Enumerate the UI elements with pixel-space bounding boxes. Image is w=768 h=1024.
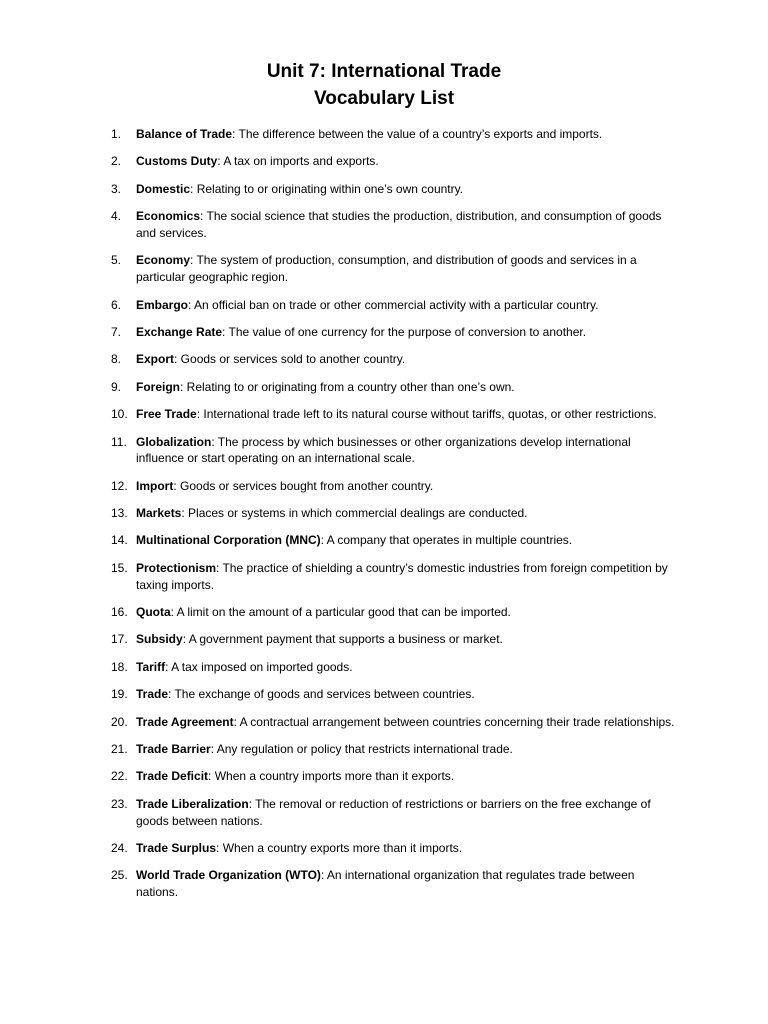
vocab-definition: : A company that operates in multiple countries.: [320, 533, 573, 548]
vocab-item-number: 25.: [111, 868, 128, 883]
vocab-definition: : Relating to or originating from a country other than one’s own.: [180, 379, 515, 394]
vocab-term: Subsidy: [136, 632, 183, 647]
vocab-item: [112, 406, 678, 423]
vocab-item: [112, 714, 678, 731]
vocab-definition: : The removal or reduction of restrictions or barriers on the free exchange of goods between nations.: [136, 796, 651, 828]
vocabulary-list: [112, 126, 678, 901]
vocab-term: Customs Duty: [136, 154, 218, 169]
vocab-item: [112, 351, 678, 368]
vocab-definition: : Relating to or originating within one’s own country.: [190, 181, 464, 196]
vocab-item-number: 19.: [111, 687, 128, 702]
title-line-2: Vocabulary List: [313, 88, 455, 109]
vocab-item-number: 23.: [111, 796, 128, 811]
vocab-item: [112, 478, 678, 495]
vocab-term: Protectionism: [136, 560, 217, 575]
vocab-item: [112, 252, 678, 286]
vocab-definition: : A government payment that supports a business or market.: [182, 632, 503, 647]
vocab-term: Balance of Trade: [136, 127, 233, 141]
vocab-definition: : When a country exports more than it imports.: [216, 840, 463, 855]
vocab-item: [112, 208, 678, 242]
vocab-definition: : The process by which businesses or other organizations develop international influence or start operating on an international scale.: [136, 434, 631, 466]
vocab-item: [112, 532, 678, 549]
vocab-definition: : Places or systems in which commercial dealings are conducted.: [181, 506, 528, 521]
vocab-item-number: 12.: [111, 478, 128, 493]
vocab-definition: : A tax imposed on imported goods.: [165, 659, 353, 674]
vocab-item-number: 17.: [111, 632, 128, 647]
vocab-item-number: 6.: [111, 297, 122, 312]
title-line-1: Unit 7: International Trade: [266, 61, 502, 82]
vocab-item: [112, 686, 678, 703]
vocab-term: Tariff: [136, 659, 166, 674]
vocab-term: Multinational Corporation (MNC): [136, 533, 321, 548]
vocab-definition: : A tax on imports and exports.: [217, 154, 379, 169]
vocab-item: [112, 840, 678, 857]
vocab-item: [112, 379, 678, 396]
vocab-term: Domestic: [136, 181, 191, 196]
vocab-item-number: 3.: [111, 181, 122, 196]
vocab-term: Foreign: [136, 379, 180, 394]
vocab-term: Exchange Rate: [136, 324, 223, 339]
vocab-item-number: 24.: [111, 840, 128, 855]
vocab-definition: : When a country imports more than it exports.: [208, 769, 455, 784]
vocab-definition: : Any regulation or policy that restricts international trade.: [210, 742, 513, 756]
vocab-term: Economics: [136, 209, 201, 224]
vocab-item: [112, 659, 678, 676]
document-title: [90, 58, 678, 112]
vocab-definition: : Goods or services bought from another country.: [173, 478, 434, 493]
vocab-term: Export: [136, 352, 175, 367]
vocab-definition: : A contractual arrangement between countries concerning their trade relationships.: [233, 714, 675, 729]
vocab-item: [112, 604, 678, 621]
vocab-term: Trade Deficit: [136, 769, 209, 784]
vocab-item: [112, 796, 678, 830]
vocab-item-number: 2.: [111, 154, 122, 169]
vocab-item: [112, 505, 678, 522]
vocab-term: Economy: [136, 253, 191, 268]
vocab-item-number: 16.: [111, 605, 128, 620]
vocab-item: [112, 560, 678, 594]
vocab-item-number: 14.: [111, 533, 128, 548]
vocab-definition: : The practice of shielding a country’s domestic industries from foreign competition by taxing imports.: [136, 560, 668, 592]
vocab-item: [112, 867, 678, 901]
vocab-term: Embargo: [136, 297, 189, 312]
vocab-item-number: 4.: [111, 209, 122, 224]
vocab-item-number: 10.: [111, 407, 128, 422]
vocab-term: Free Trade: [136, 407, 197, 422]
vocab-item-number: 13.: [111, 506, 128, 521]
vocab-term: World Trade Organization (WTO): [136, 868, 321, 883]
vocab-definition: : An international organization that regulates trade between nations.: [136, 868, 635, 900]
vocab-item-number: 20.: [111, 714, 128, 729]
vocab-definition: : The difference between the value of a country’s exports and imports.: [232, 127, 603, 141]
vocab-term: Trade Surplus: [136, 840, 217, 855]
vocab-term: Quota: [136, 605, 171, 620]
vocab-item: [112, 434, 678, 468]
vocab-item: [112, 297, 678, 314]
vocab-definition: : An official ban on trade or other commercial activity with a particular country.: [188, 297, 599, 312]
vocab-item-number: 1.: [111, 127, 122, 141]
vocab-item-number: 9.: [111, 379, 122, 394]
vocab-item: [112, 631, 678, 648]
vocab-item-number: 21.: [111, 742, 128, 756]
vocab-item-number: 7.: [111, 324, 122, 339]
vocab-item: [112, 768, 678, 785]
vocab-definition: : International trade left to its natural course without tariffs, quotas, or other restrictions.: [196, 407, 657, 422]
vocab-definition: : The exchange of goods and services between countries.: [168, 687, 475, 702]
vocab-item-number: 8.: [111, 352, 122, 367]
vocab-item: [112, 741, 678, 758]
vocab-item-number: 11.: [111, 434, 127, 449]
vocab-definition: : The system of production, consumption, and distribution of goods and services in a particular geographic region.: [136, 253, 637, 285]
vocab-item-number: 15.: [111, 560, 128, 575]
vocab-item-number: 18.: [111, 659, 128, 674]
vocab-definition: : The social science that studies the production, distribution, and consumption of goods and services.: [136, 209, 662, 240]
vocab-term: Trade Barrier: [136, 742, 211, 756]
vocab-item: [112, 324, 678, 341]
vocab-term: Trade Agreement: [136, 714, 234, 729]
vocab-item-number: 22.: [111, 769, 128, 784]
vocab-term: Globalization: [136, 434, 212, 449]
vocab-item-number: 5.: [111, 253, 122, 268]
vocab-term: Markets: [136, 506, 182, 521]
vocab-definition: : Goods or services sold to another country.: [174, 352, 406, 367]
vocab-item: [112, 126, 678, 143]
vocab-item: [112, 153, 678, 170]
vocab-term: Import: [136, 478, 174, 493]
vocab-definition: : The value of one currency for the purpose of conversion to another.: [222, 324, 587, 339]
vocab-term: Trade: [136, 687, 169, 702]
vocab-term: Trade Liberalization: [136, 796, 249, 811]
vocab-item: [112, 181, 678, 198]
vocab-definition: : A limit on the amount of a particular good that can be imported.: [170, 605, 511, 620]
